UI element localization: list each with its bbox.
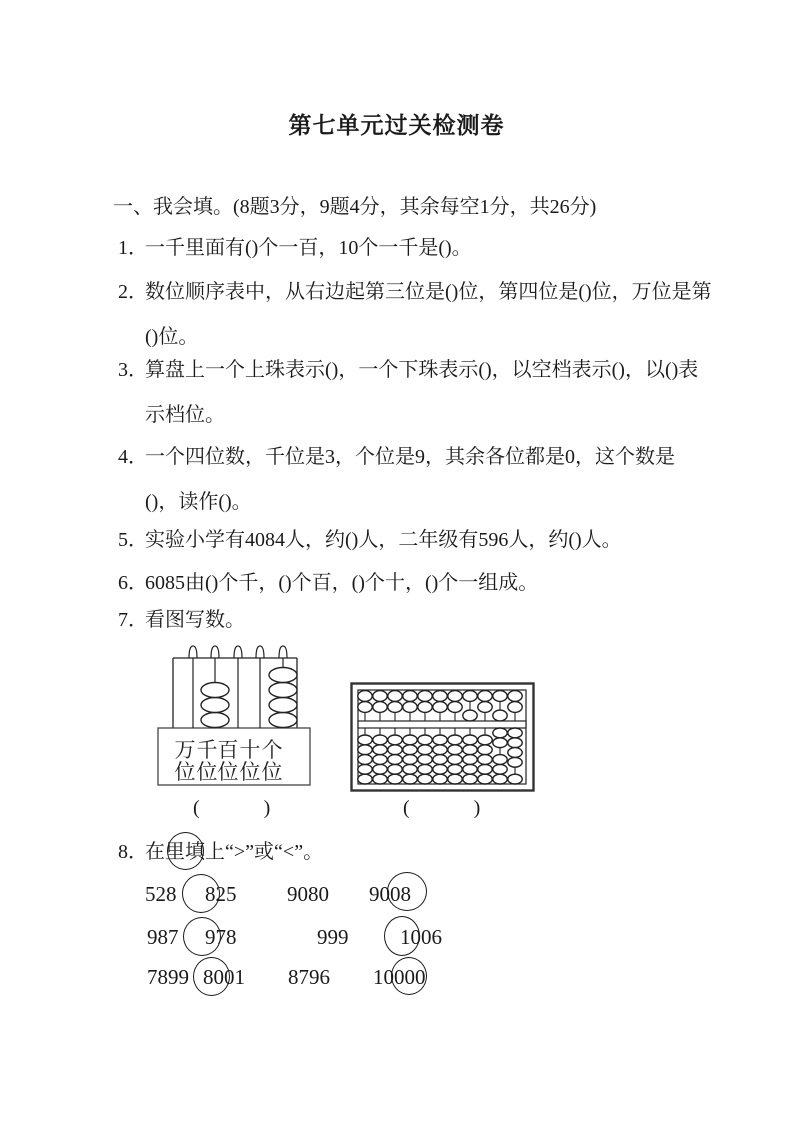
comparison-number: 825	[205, 882, 237, 906]
answer-circle	[182, 874, 220, 913]
question-line	[118, 830, 718, 875]
comparison-number: 8001	[203, 965, 245, 989]
question-line: ()位。	[145, 326, 199, 348]
comparison-number: 7899	[147, 965, 189, 989]
question-3	[118, 348, 718, 438]
question-text: 在里填上“>”或“<”。	[145, 841, 324, 863]
question-text: 看图写数。	[145, 609, 245, 631]
question-4	[118, 435, 718, 525]
svg-text:位: 位	[174, 760, 196, 784]
abacus-answer-blank: ( )	[403, 797, 482, 819]
counting-frame-figure	[150, 640, 320, 790]
question-5	[118, 518, 718, 563]
comparison-number: 978	[205, 925, 237, 949]
comparison-number: 999	[317, 925, 349, 949]
question-number: 3．	[118, 359, 148, 381]
svg-text:百: 百	[217, 738, 239, 762]
answer-circle	[193, 957, 230, 996]
comparison-number: 1006	[400, 925, 442, 949]
comparison-number: 528	[145, 882, 177, 906]
question-line	[118, 226, 718, 271]
counting-frame-answer-blank: ( )	[193, 797, 272, 819]
question-number: 1．	[118, 237, 148, 259]
question-line	[118, 435, 718, 480]
svg-text:位: 位	[217, 760, 239, 784]
svg-text:位: 位	[196, 760, 218, 784]
comparison-number: 9008	[369, 882, 411, 906]
answer-circle	[384, 916, 420, 956]
page-title: 第七单元过关检测卷	[288, 112, 505, 138]
question-2	[118, 270, 718, 360]
svg-text:十: 十	[239, 738, 261, 762]
svg-text:位: 位	[239, 760, 261, 784]
question-number: 2．	[118, 281, 148, 303]
question-number: 5．	[118, 529, 148, 551]
svg-text:万: 万	[174, 738, 196, 762]
comparison-number: 9080	[287, 882, 329, 906]
question-text: 数位顺序表中，从右边起第三位是()位，第四位是()位，万位是第	[145, 281, 712, 303]
question-number: 8．	[118, 841, 148, 863]
question-line: ()，读作()。	[145, 491, 252, 513]
question-text: 实验小学有4084人，约()人，二年级有596人，约()人。	[145, 529, 622, 551]
question-line: 示档位。	[145, 404, 225, 426]
answer-circle	[387, 872, 427, 911]
svg-text:位: 位	[261, 760, 283, 784]
question-line	[118, 598, 718, 643]
comparison-number: 10000	[373, 965, 426, 989]
svg-text:千: 千	[196, 738, 218, 762]
question-text: 一个四位数，千位是3，个位是9，其余各位都是0，这个数是	[145, 446, 675, 468]
answer-circle	[391, 957, 427, 995]
comparison-number: 8796	[288, 965, 330, 989]
answer-circle	[183, 917, 221, 956]
question-line	[118, 348, 718, 393]
question-number: 6．	[118, 572, 148, 594]
question-1	[118, 226, 718, 271]
question-8	[118, 830, 718, 875]
question-text: 一千里面有()个一百，10个一千是()。	[145, 237, 472, 259]
question-number: 4．	[118, 446, 148, 468]
question-7	[118, 598, 718, 643]
comparison-number: 987	[147, 925, 179, 949]
question-line	[118, 518, 718, 563]
question-text: 6085由()个千，()个百，()个十，()个一组成。	[145, 572, 539, 594]
question-number: 7．	[118, 609, 148, 631]
question-text: 算盘上一个上珠表示()，一个下珠表示()，以空档表示()，以()表	[145, 359, 699, 381]
question-line	[118, 270, 718, 315]
abacus-figure	[350, 682, 535, 792]
answer-circle	[167, 832, 204, 870]
svg-text:个: 个	[261, 738, 283, 762]
section-one-heading: 一、我会填。(8题3分，9题4分，其余每空1分，共26分)	[113, 196, 597, 218]
